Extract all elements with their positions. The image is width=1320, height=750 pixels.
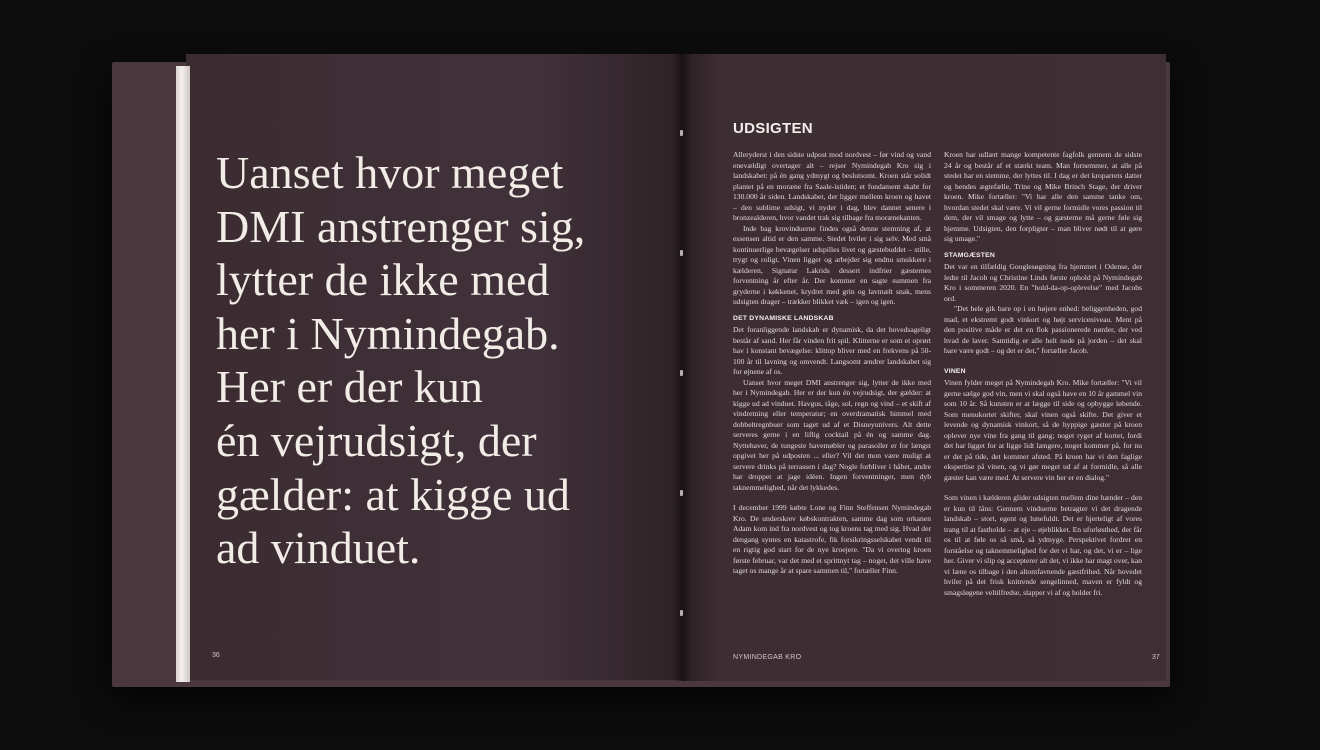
text-column-2 — [944, 150, 1142, 598]
paragraph: Kroen har udlært mange kompetente fagfolk gennem de sidste 24 år og består af et stærkt team. Man fornemmer, at alle på stedet har en stemme, der lyttes til. I dag er det kroparrets datter og hendes ægtefælle, Trine og Mike Brinch Stage, der driver kroen. Mike fortæller: "Vi har alle den samme tanke om, hvordan stedet skal være. Vi vil gerne formidle vores passion til dem, der vil smage og lytte – og gæsterne må gerne føle sig hjemme. Udsigten, den forpligter – man bliver nødt til at gøre sig umage." — [944, 150, 1142, 243]
binding-stitch — [680, 130, 683, 136]
quote-line: Her er der kun — [216, 361, 483, 413]
subheading: STAMGÆSTEN — [944, 251, 995, 259]
binding-stitch — [680, 490, 683, 496]
quote-line: én vejrudsigt, der — [216, 414, 537, 466]
quote-line: ad vinduet. — [216, 522, 421, 574]
quote-line: her i Nymindegab. — [216, 307, 560, 359]
quote-line: lytter de ikke med — [216, 254, 550, 306]
pull-quote — [216, 146, 656, 575]
quote-line: Uanset hvor meget — [216, 147, 564, 198]
paragraph: Alleryderst i den sidste udpost mod nordvest – før vind og vand enevældigt overtager alt – rejser Nymindegab Kro sig i landskabet: på én gang ydmygt og beslutsomt. Kroen står solidt plantet på en moræne fra Saale-istiden; et fundament skabt for 130.000 år siden. Landskabet, der ligger mellem kroen og havet – den sublime udsigt, vi nyder i dag, blev dannet senere i bronzealderen, hvor vandet trak sig tilbage fra morænekanten. — [733, 150, 931, 222]
paragraph: Inde bag krovinduerne findes også denne stemning af, at essensen altid er den samme. Stedet hviler i sig selv. Med små kontinuerlige bevægelser udspilles livet og gæstebuddet – stille, trygt og roligt. Vinen ligger og arbejder sig endnu smukkere i kælderen, Signatur Lakrids dessert indfrier gæsternes forventning år efter år. Der kommer en sagte summen fra gryderne i køkkenet, krydret med grin og lavmælt snak, mens udsigten drager – trækker blikket væk – igen og igen. — [733, 223, 931, 306]
paragraph: Som vinen i kælderen glider udsigten mellem dine hænder – den er kun til låns: Gennem vinduerne betragter vi det dragende landskab – stort, egent og lunefuldt. Det er hjerteligt af vores trang til at fastholde – at eje – øjeblikket. En uforløsthed, der får os til at føle os så små, så ydmyge. Perspektivet fordrer en forståelse og taknemmelighed for det vi har, og det, vi er – lige her. Giver vi slip og accepterer alt det, vi ikke har magt over, kan vi læne os tilbage i den altomfavnende gæstfrihed. Når hovedet hviler på det frisk knitrende sengelinned, maven er fyldt og smagsløgene veltilfredse, slapper vi af og holder fri. — [944, 493, 1142, 597]
subheading: DET DYNAMISKE LANDSKAB — [733, 314, 834, 322]
text-column-1 — [733, 150, 931, 577]
binding-stitch — [680, 370, 683, 376]
page-number-right: 37 — [1152, 654, 1160, 661]
paragraph: I december 1999 købte Lone og Finn Steffensen Nymindegab Kro. De underskrev købskontrakten, samme dag som orkanen Adam kom ind fra nordvest og tog kroens tag med sig. Hvad der dengang syntes en katastrofe, fik forsikringsselskabet vendt til en rigtig god start for de nye kroejere. "Da vi overtog kroen første februar, var det med et sprittnyt tag – noget, det ville have taget os mange år at spare sammen til," fortæller Finn. — [733, 503, 931, 575]
paragraph: "Det hele gik bare op i en højere enhed: beliggenheden, god mad, et ekstremt godt vinkort og højt serviceniveau. Ment på den positive måde er det en flok passionerede nørder, der ved hvad de laver. Samtidig er alle helt nede på jorden – det skal bare være godt – og det er det," fortæller Jacob. — [944, 304, 1142, 355]
page-edges — [176, 66, 190, 682]
running-footer: NYMINDEGAB KRO — [733, 654, 802, 661]
paragraph: Vinen fylder meget på Nymindegab Kro. Mike fortæller: "Vi vil gerne sælge god vin, men vi skal også have en 10 år gammel vin som 10 år. Så kunsten er at lægge til side og opbygge løbende. Som menukortet skifter, skal vinen også skifte. Det giver et levende og dynamisk vinkort, så de hyppige gæster på kroen oplever nye vine fra gang til gang; noget ryger af kortet, fordi det har ligget for at ligge lidt længere, noget kommer på, for nu er det på tide, det kommer afsted. På kroen har vi den faglige ekspertise på vinen, og vi gør meget ud af at formidle, så alle gæster kan være med. At servere vin her er en dialog." — [944, 378, 1142, 482]
spine-gutter — [672, 54, 692, 681]
page-number-left: 36 — [212, 652, 220, 659]
section-title: UDSIGTEN — [733, 120, 813, 137]
binding-stitch — [680, 250, 683, 256]
quote-line: DMI anstrenger sig, — [216, 200, 586, 252]
paragraph: Uanset hvor meget DMI anstrenger sig, lytter de ikke med her i Nymindegab. Her er der kun én vejrudsigt, der gælder: at kigge ud ad vinduet. Havgus, tåge, sol, regn og vind – et skift af vindretning eller temperatur; en overdramatisk himmel med dobbeltregnbuer som taget ud af et Disneyunivers. Alt dette serveres gerne i en liflig cocktail på én og samme dag. Nyttehaver, de tungeste havemøbler og parasoller er for længst opgivet her på udposten ... eller? Vil det mon være muligt at servere drinks på terrassen i dag? Nogle forbliver i håbet, andre har droppet at jage idéen. Ingen forventninger, men dyb taknemmelighed, når det lykkedes. — [733, 377, 931, 492]
subheading: VINEN — [944, 367, 966, 375]
paragraph: Det foranliggende landskab er dynamisk, da det hovedsageligt består af sand. Her får vinden frit spil. Klitterne er som et oprørt hav i konstant bevægelse: klittop bliver med en frekvens på 50-100 år til lavning og omvendt. Langsomt ændrer landskabet sig for øjnene af os. — [733, 325, 931, 376]
paragraph: Det var en tilfældig Googlesøgning fra hjemmet i Odense, der ledte til Jacob og Christine Linds første ophold på Nymindegab Kro i sommeren 2020. En "hold-da-op-oplevelse" med Jacobs ord. — [944, 262, 1142, 303]
quote-line: gælder: at kigge ud — [216, 468, 570, 520]
binding-stitch — [680, 610, 683, 616]
